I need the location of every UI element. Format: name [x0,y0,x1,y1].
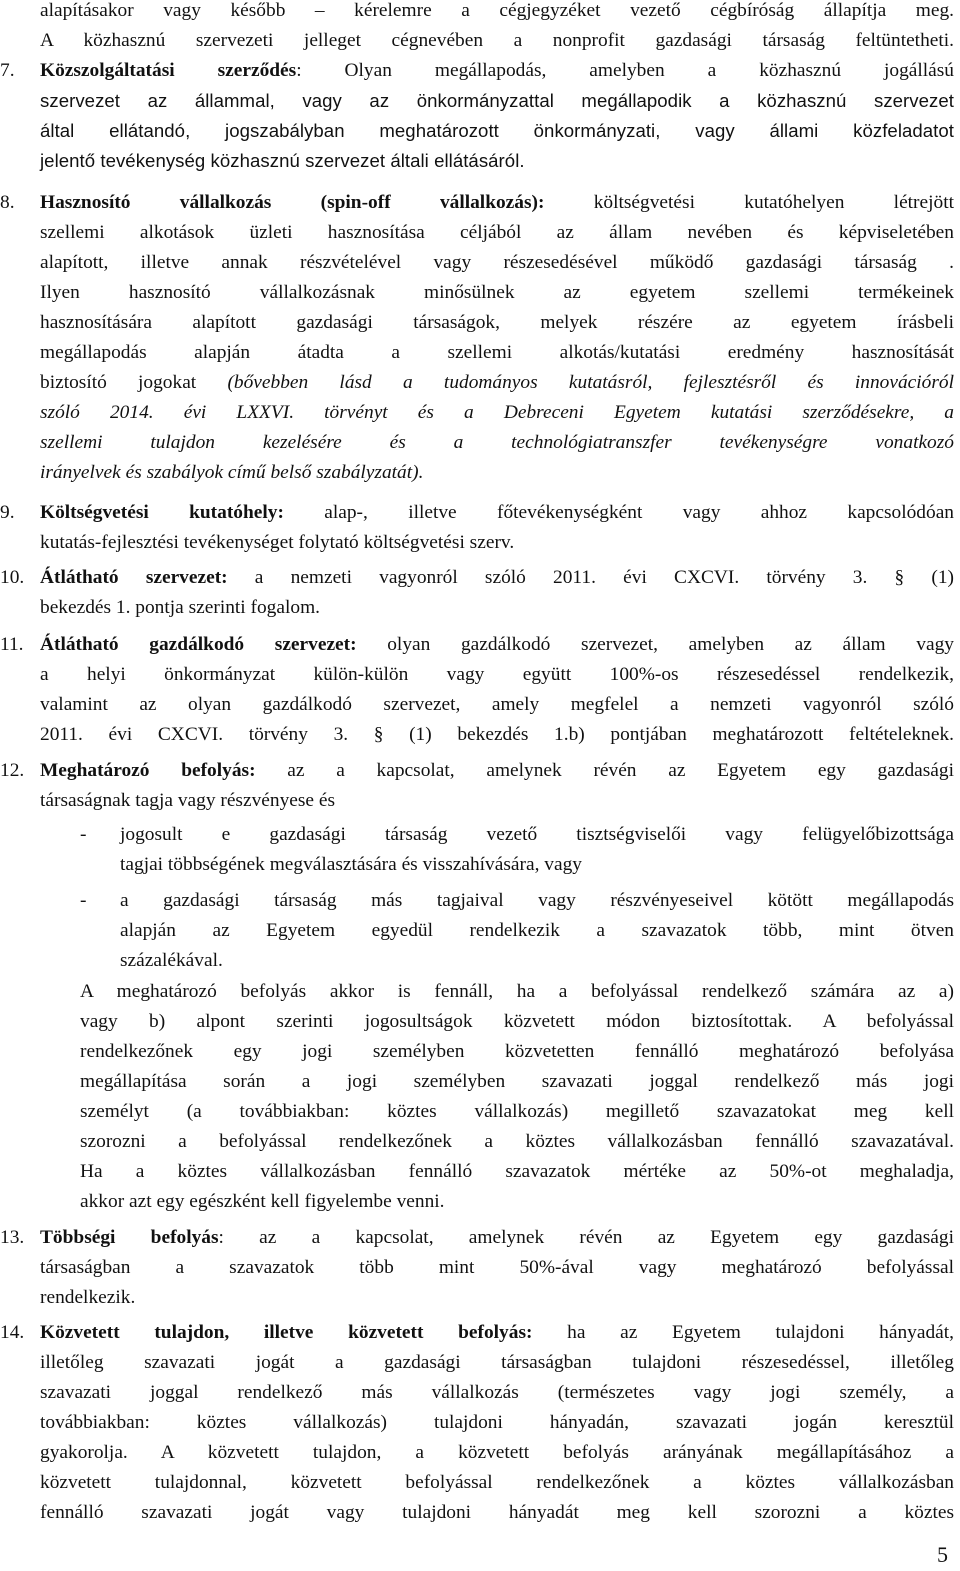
page-number: 5 [937,1542,948,1567]
item-number: 11. [0,634,24,655]
text-line: rendelkezőnek egy jogi személyben közvetetten fennálló meghatározó befolyása [80,1041,954,1062]
item-number: 12. [0,760,25,781]
text-line: akkor azt egy egészként kell figyelembe venni. [80,1191,445,1212]
text-line: szellemi alkotások üzleti hasznosítása céljából az állam nevében és képviseletében [40,222,954,243]
text-line: jelentő tevékenység közhasznú szervezet általi ellátásáról. [40,150,525,171]
text-line: Közszolgáltatási szerződés: Olyan megállapodás, amelyben a közhasznú jogállású [40,60,954,81]
text-line: kutatás-fejlesztési tevékenységet folytató költségvetési szerv. [40,532,515,553]
text-line: társaságban a szavazatok több mint 50%-ával vagy meghatározó befolyással [40,1257,954,1278]
text-line: Ha a köztes vállalkozásban fennálló szavazatok mértéke az 50%-ot meghaladja, [80,1161,954,1182]
item-number: 9. [0,502,15,523]
item-number: 10. [0,567,25,588]
text-line: szóló 2014. évi LXXVI. törvényt és a Debreceni Egyetem kutatási szerződésekre, a [40,402,954,423]
text-line: Közvetett tulajdon, illetve közvetett befolyás: ha az Egyetem tulajdoni hányadát, [40,1322,954,1343]
item-number: 7. [0,60,15,81]
text-line: szellemi tulajdon kezelésére és a technológiatranszfer tevékenységre vonatkozó [40,432,954,453]
text-line: Többségi befolyás: az a kapcsolat, amelynek révén az Egyetem egy gazdasági [40,1227,954,1248]
text-line: A közhasznú szervezeti jelleget cégnevében a nonprofit gazdasági társaság feltüntetheti. [40,30,954,51]
text-line: illetőleg szavazati jogát a gazdasági társaságban tulajdoni részesedéssel, illetőleg [40,1352,954,1373]
item-number: 13. [0,1227,25,1248]
text-line: megállapítása során a jogi személyben szavazati joggal rendelkező más jogi [80,1071,954,1092]
text-line: biztosító jogokat (bővebben lásd a tudományos kutatásról, fejlesztésről és innovációról [40,372,954,393]
text-line: bekezdés 1. pontja szerinti fogalom. [40,597,320,618]
text-line: Ilyen hasznosító vállalkozásnak minősülnek az egyetem szellemi termékeinek [40,282,954,303]
text-line: társaságnak tagja vagy részvényese és [40,790,336,811]
text-line: valamint az olyan gazdálkodó szervezet, amely megfelel a nemzeti vagyonról szóló [40,694,954,715]
list-dash: - [80,824,87,845]
term: Meghatározó befolyás: [40,760,256,781]
text-line: szervezet az állammal, vagy az önkormányzattal megállapodik a közhasznú szervezet [40,90,954,111]
text-line: százalékával. [120,950,223,971]
text-line: tagjai többségének megválasztására és visszahívására, vagy [120,854,582,875]
term: Átlátható gazdálkodó szervezet: [40,634,357,655]
text-line: jogosult e gazdasági társaság vezető tisztségviselői vagy felügyelőbizottsága [120,824,954,845]
text-line: Költségvetési kutatóhely: alap-, illetve főtevékenységként vagy ahhoz kapcsolódóan [40,502,954,523]
term: Hasznosító vállalkozás (spin-off vállalkozás): [40,192,545,213]
term: Közvetett tulajdon, illetve közvetett befolyás: [40,1322,533,1343]
text-line: alapításakor vagy később – kérelemre a cégjegyzéket vezető cégbíróság állapítja meg. [40,0,954,21]
text-line: alapított, illetve annak részvételével vagy részesedésével működő gazdasági társaság . [40,252,954,273]
text-line: irányelvek és szabályok című belső szabályzatát). [40,462,424,483]
text-line: fennálló szavazati jogát vagy tulajdoni hányadát meg kell szorozni a köztes [40,1502,954,1523]
text-line: által ellátandó, jogszabályban meghatározott önkormányzati, vagy állami közfeladatot [40,120,954,141]
text-line: 2011. évi CXCVI. törvény 3. § (1) bekezdés 1.b) pontjában meghatározott feltételeknek. [40,724,954,745]
text-line: a helyi önkormányzat külön-külön vagy együtt 100%-os részesedéssel rendelkezik, [40,664,954,685]
item-number: 14. [0,1322,25,1343]
text-line: szorozni a befolyással rendelkezőnek a köztes vállalkozásban fennálló szavazatával. [80,1131,954,1152]
text-line: rendelkezik. [40,1287,136,1308]
term: Többségi befolyás [40,1227,219,1248]
term: Átlátható szervezet: [40,567,228,588]
term: Közszolgáltatási szerződés [40,60,297,81]
text-line: gyakorolja. A közvetett tulajdon, a közvetett befolyás arányának megállapításához a [40,1442,954,1463]
text-line: szavazati joggal rendelkező más vállalkozás (természetes vagy jogi személy, a [40,1382,954,1403]
text-line: Meghatározó befolyás: az a kapcsolat, amelynek révén az Egyetem egy gazdasági [40,760,954,781]
text-line: továbbiakban: köztes vállalkozás) tulajdoni hányadán, szavazati jogán keresztül [40,1412,954,1433]
text-line: megállapodás alapján átadta a szellemi alkotás/kutatási eredmény hasznosítását [40,342,954,363]
list-dash: - [80,890,87,911]
text-line: Hasznosító vállalkozás (spin-off vállalkozás): költségvetési kutatóhelyen létrejött [40,192,954,213]
text-line: vagy b) alpont szerinti jogosultságok közvetett módon biztosítottak. A befolyással [80,1011,954,1032]
text-line: hasznosítására alapított gazdasági társaságok, melyek részére az egyetem írásbeli [40,312,954,333]
text-line: Átlátható gazdálkodó szervezet: olyan gazdálkodó szervezet, amelyben az állam vagy [40,634,954,655]
text-line: közvetett tulajdonnal, közvetett befolyással rendelkezőnek a köztes vállalkozásban [40,1472,954,1493]
text-line: alapján az Egyetem egyedül rendelkezik a szavazatok több, mint ötven [120,920,954,941]
text-line: Átlátható szervezet: a nemzeti vagyonról szóló 2011. évi CXCVI. törvény 3. § (1) [40,567,954,588]
text-line: a gazdasági társaság más tagjaival vagy részvényeseivel kötött megállapodás [120,890,954,911]
text-line: személyt (a továbbiakban: köztes vállalkozás) megillető szavazatokat meg kell [80,1101,954,1122]
term: Költségvetési kutatóhely: [40,502,284,523]
item-number: 8. [0,192,15,213]
text-line: A meghatározó befolyás akkor is fennáll, ha a befolyással rendelkező számára az a) [80,981,954,1002]
